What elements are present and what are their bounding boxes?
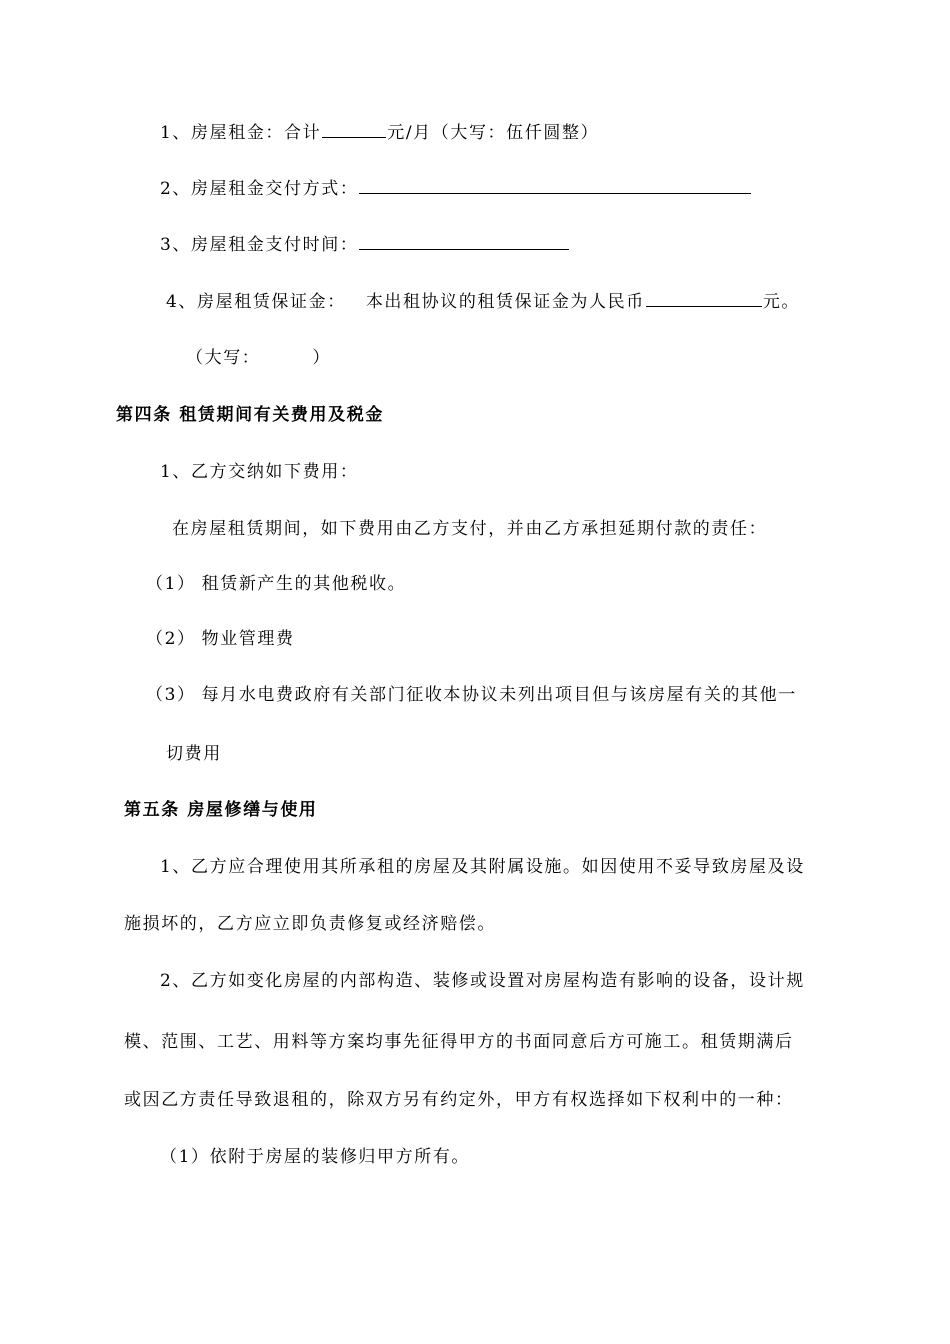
rent-amount-prefix: 1、房屋租金：合计 <box>160 123 322 143</box>
section4-item1: 1、乙方交纳如下费用： <box>160 462 359 482</box>
section5-heading: 第五条 房屋修缮与使用 <box>124 800 318 820</box>
section4-heading: 第四条 租赁期间有关费用及税金 <box>116 405 384 425</box>
deposit-suffix: 元。 <box>762 292 801 312</box>
deposit-blank <box>646 289 762 307</box>
section4-sub2-text: 物业管理费 <box>201 629 295 649</box>
section4-intro: 在房屋租赁期间，如下费用由乙方支付，并由乙方承担延期付款的责任： <box>172 519 768 539</box>
section5-item2-line2: 模、范围、工艺、用料等方案均事先征得甲方的书面同意后方可施工。租赁期满后 <box>124 1032 794 1052</box>
rent-payment-method-blank <box>359 176 751 194</box>
section4-sub2-num: （2） <box>146 629 196 649</box>
section5-item2-line3: 或因乙方责任导致退租的，除双方另有约定外，甲方有权选择如下权利中的一种： <box>124 1090 794 1110</box>
rent-amount-suffix: 元/月（大写：伍仟圆整） <box>387 123 600 143</box>
deposit-label: 4、房屋租赁保证金： <box>166 292 346 312</box>
deposit-daxie-line <box>186 346 331 370</box>
rent-amount-line <box>160 120 599 145</box>
section4-sub3-num: （3） <box>146 685 196 705</box>
rent-payment-time-line <box>160 232 570 257</box>
section4-sub2 <box>146 627 295 651</box>
section5-item2-line1: 2、乙方如变化房屋的内部构造、装修或设置对房屋构造有影响的设备，设计规 <box>160 971 805 991</box>
rent-amount-blank <box>322 120 386 138</box>
rent-payment-method-label: 2、房屋租金交付方式： <box>160 179 359 199</box>
section4-sub3 <box>146 683 797 707</box>
rent-payment-time-blank <box>359 232 569 250</box>
section4-sub1-num: （1） <box>146 574 196 594</box>
rent-payment-method-line <box>160 176 752 201</box>
rent-payment-time-label: 3、房屋租金支付时间： <box>160 235 359 255</box>
section5-item1-line1: 1、乙方应合理使用其所承租的房屋及其附属设施。如因使用不妥导致房屋及设 <box>160 857 805 877</box>
section4-sub3-text: 每月水电费政府有关部门征收本协议未列出项目但与该房屋有关的其他一 <box>201 685 797 705</box>
deposit-text: 本出租协议的租赁保证金为人民币 <box>365 292 645 312</box>
deposit-line <box>166 289 800 314</box>
section5-sub1: （1）依附于房屋的装修归甲方所有。 <box>160 1147 471 1167</box>
section4-sub3-continuation: 切费用 <box>166 744 222 764</box>
section4-sub1-text: 租赁新产生的其他税收。 <box>201 574 407 594</box>
deposit-daxie-close: ） <box>312 348 332 368</box>
deposit-daxie-open: （大写： <box>186 348 261 368</box>
section4-sub1 <box>146 572 406 596</box>
section5-item1-line2: 施损坏的，乙方应立即负责修复或经济赔偿。 <box>124 914 496 934</box>
